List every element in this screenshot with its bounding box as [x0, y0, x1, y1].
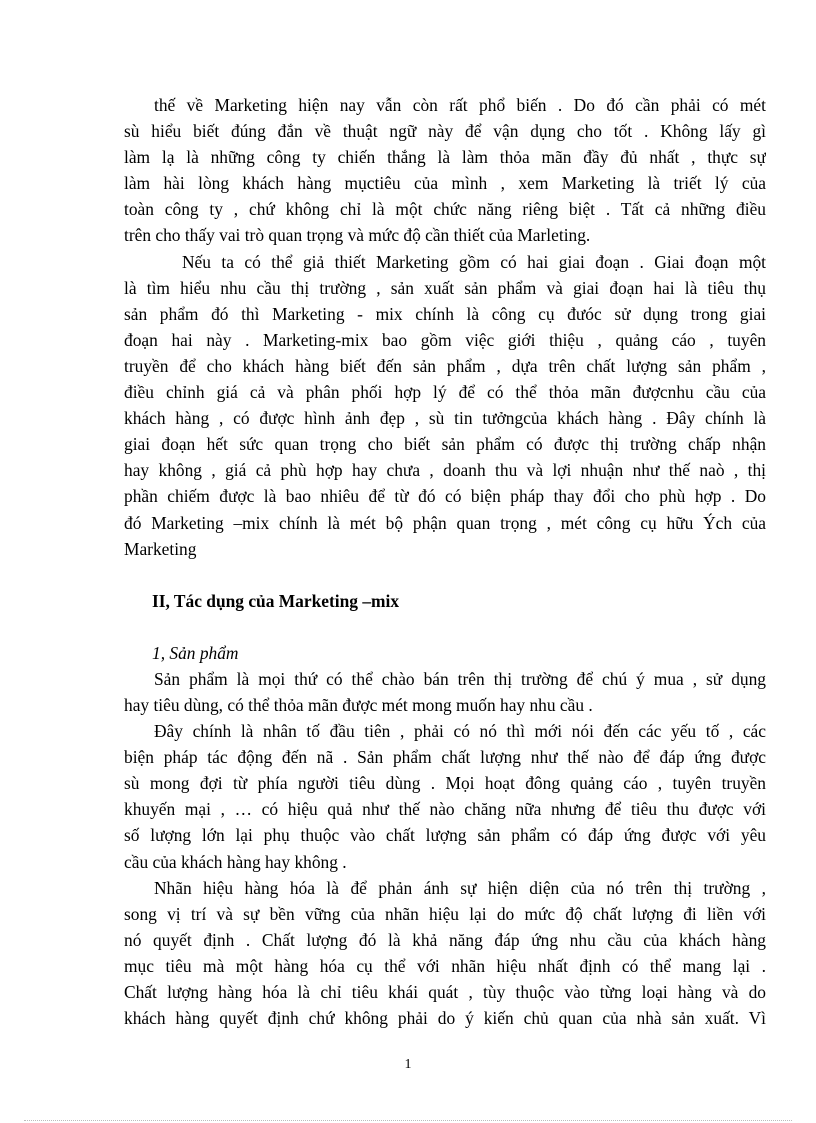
text-line: sản phẩm đó thì Marketing - mix chính là công cụ đưóc sử dụng trong giai: [124, 303, 766, 324]
text-line: khách hàng quyết định chứ không phải do ý kiến chủ quan của nhà sản xuất. Vì: [124, 1008, 766, 1029]
paragraph-3: [124, 666, 766, 718]
text-line: nó quyết định . Chất lượng đó là khả năng đáp ứng nhu cầu của khách hàng: [124, 929, 766, 950]
paragraph-5: [124, 875, 766, 1032]
text-line: biện pháp tác động đến nã . Sản phẩm chất lượng như thế nào để đáp ứng được: [124, 747, 766, 768]
page-number: 1: [404, 1057, 412, 1072]
text-line: giai đoạn hết sức quan trọng cho biết sản phẩm có được thị trường chấp nhận: [124, 434, 766, 455]
paragraph-1: [124, 92, 766, 249]
text-line: số lượng lớn lại phụ thuộc vào chất lượng sản phẩm có đáp ứng được với yêu: [124, 825, 766, 846]
subsection-heading: 1, Sản phẩm: [152, 642, 239, 663]
text-line: truyền để cho khách hàng biết đến sản phẩm , dựa trên chất lượng sản phẩm ,: [124, 355, 766, 376]
text-line: phần chiếm được là bao nhiêu để từ đó có biện pháp thay đổi cho phù hợp . Do: [124, 486, 766, 507]
paragraph-4: [124, 718, 766, 875]
section-heading: II, Tác dụng của Marketing –mix: [152, 590, 400, 611]
text-line: Sản phẩm là mọi thứ có thể chào bán trên thị trường để chú ý mua , sử dụng: [154, 668, 766, 689]
text-line: sù mong đợi từ phía người tiêu dùng . Mọi hoạt đông quảng cáo , tuyên truyền: [124, 773, 766, 794]
text-line: Marketing: [124, 538, 197, 559]
text-line: sù hiểu biết đúng đắn về thuật ngữ này để vận dụng cho tốt . Không lấy gì: [124, 121, 766, 142]
text-line: là tìm hiểu nhu cầu thị trường , sản xuất sản phẩm và giai đoạn hai là tiêu thụ: [124, 277, 766, 298]
text-line: song vị trí và sự bền vững của nhãn hiệu lại do mức độ chất lượng đi liền với: [124, 903, 766, 924]
text-line: Đây chính là nhân tố đầu tiên , phải có nó thì mới nói đến các yếu tố , các: [154, 721, 766, 742]
text-line: toàn công ty , chứ không chỉ là một chức năng riêng biệt . Tất cả những điều: [124, 199, 766, 220]
text-line: thế về Marketing hiện nay vẫn còn rất phổ biến . Do đó cần phải có mét: [154, 95, 766, 115]
spacer: [124, 614, 766, 640]
text-line: Nhãn hiệu hàng hóa là để phản ánh sự hiện diện của nó trên thị trường ,: [154, 877, 766, 898]
document-body: [124, 92, 766, 1031]
footer-divider: [24, 1120, 792, 1121]
text-line: điều chỉnh giá cả và phân phối hợp lý để có thể thỏa mãn đượcnhu cầu của: [124, 382, 766, 403]
text-line: làm lạ là những công ty chiến thắng là làm thỏa mãn đầy đủ nhất , thực sự: [124, 147, 766, 168]
text-line: trên cho thấy vai trò quan trọng và mức độ cần thiết của Marleting.: [124, 225, 591, 246]
paragraph-2: [124, 249, 766, 562]
text-line: hay tiêu dùng, có thể thỏa mãn được mét mong muốn hay nhu cầu .: [124, 694, 593, 715]
text-line: cầu của khách hàng hay không .: [124, 851, 347, 872]
text-line: đó Marketing –mix chính là mét bộ phận quan trọng , mét công cụ hữu Ých của: [124, 512, 766, 533]
text-line: Chất lượng hàng hóa là chỉ tiêu khái quát , tùy thuộc vào từng loại hàng và do: [124, 982, 766, 1002]
text-line: khách hàng , có được hình ảnh đẹp , sù tin tưởngcủa khách hàng . Đây chính là: [124, 408, 766, 429]
text-line: mục tiêu mà một hàng hóa cụ thể với nhãn hiệu nhất định có thể mang lại .: [124, 955, 766, 976]
text-line: hay không , giá cả phù hợp hay chưa , doanh thu và lợi nhuận như thế naò , thị: [124, 460, 766, 481]
text-line: Nếu ta có thể giả thiết Marketing gồm có hai giai đoạn . Giai đoạn một: [182, 251, 766, 272]
spacer: [124, 562, 766, 588]
text-line: làm hài lòng khách hàng mụctiêu của mình , xem Marketing là triết lý của: [124, 173, 766, 194]
text-line: đoạn hai này . Marketing-mix bao gồm việc giới thiệu , quảng cáo , tuyên: [124, 329, 766, 350]
text-line: khuyến mại , … có hiệu quả như thế nào chăng nữa nhưng để tiêu thu được với: [124, 799, 766, 820]
